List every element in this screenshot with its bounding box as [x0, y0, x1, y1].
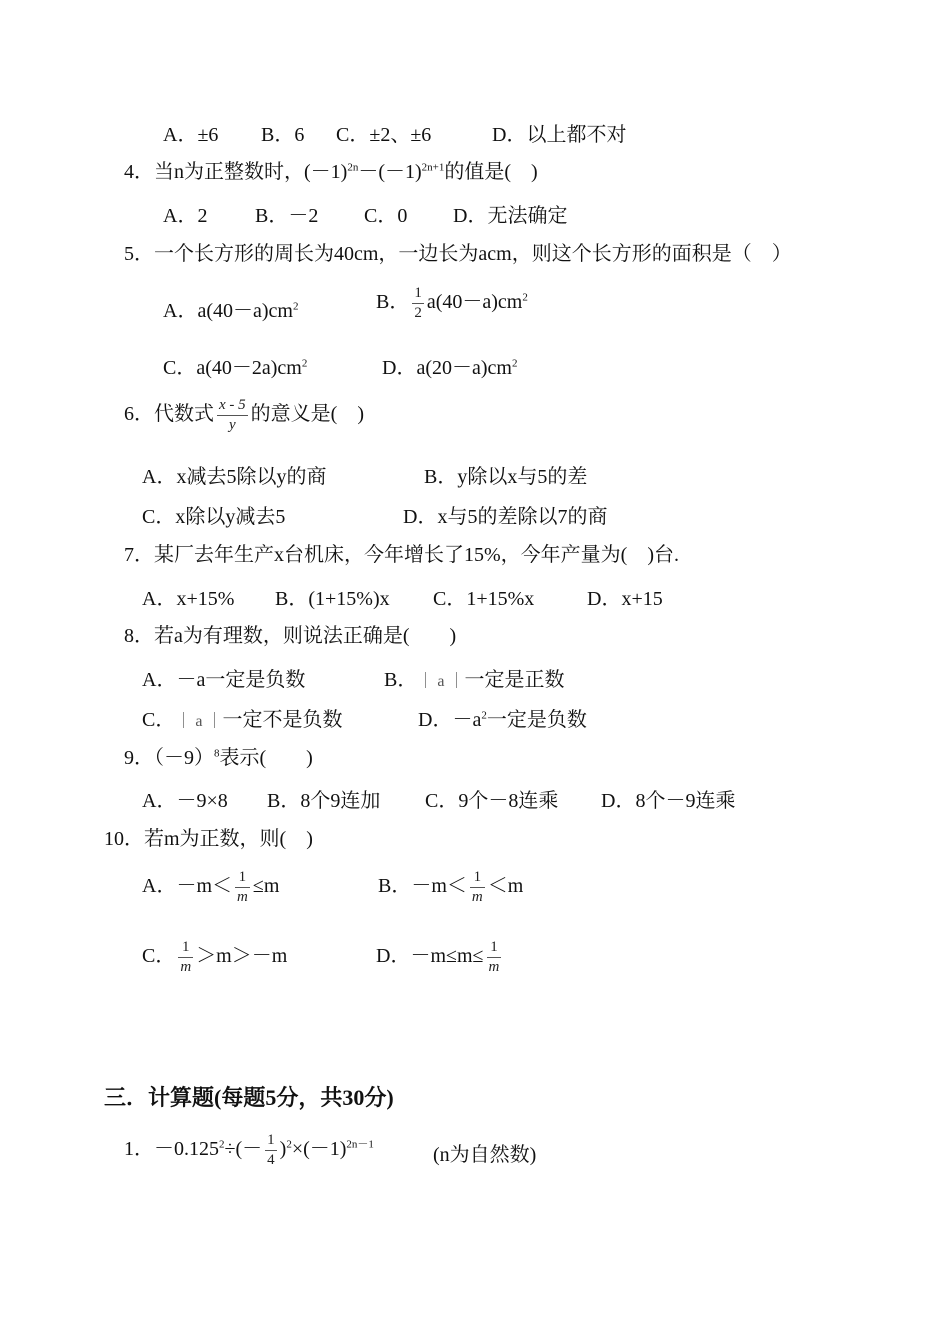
q9-option-d: D．8个－9连乘 [601, 790, 736, 812]
q5-option-b-label: B． [376, 291, 410, 314]
q6-fraction [217, 396, 248, 435]
q6-option-c: C．x除以y减去5 [142, 506, 286, 528]
q3-option-b: B．6 [261, 124, 305, 146]
q10-stem: 10．若m为正数，则( ) [104, 828, 313, 850]
q5-option-a [163, 294, 298, 323]
q3-option-a: A．±6 [163, 124, 219, 146]
q10-option-b [378, 868, 523, 907]
q5-option-b [376, 284, 528, 323]
q8-option-d-sup: 2 [481, 709, 487, 722]
calc-1-numerator: 1 [265, 1131, 277, 1151]
q6-stem [124, 396, 364, 435]
q5-option-d-text: a(20－a)cm [416, 357, 512, 379]
q10-option-b-pre: B．－m＜ [378, 875, 467, 898]
q4-option-d: D．无法确定 [453, 205, 568, 227]
q4-number: 4． [124, 161, 154, 183]
calc-1-denominator: 4 [267, 1152, 275, 1168]
q10-option-a [142, 868, 279, 907]
q3-option-c: C．±2、±6 [336, 124, 432, 146]
q6-stem-post: 的意义是( ) [250, 403, 364, 426]
q5-option-d [382, 351, 517, 380]
q10-option-b-fraction [470, 868, 485, 907]
q8-option-c-abs: ｜ a ｜ [175, 713, 223, 730]
q7-option-b: B．(1+15%)x [275, 588, 390, 610]
q5-fraction-numerator: 1 [412, 284, 424, 304]
q5-fraction-denominator: 2 [414, 305, 422, 321]
calc-1-pre: 1．－0.125 [124, 1138, 219, 1161]
q10-option-c-numerator: 1 [178, 938, 193, 958]
q9-stem [124, 744, 313, 772]
q10-option-c-post: ＞m＞－m [196, 945, 288, 968]
q5-option-a-sup: 2 [292, 300, 299, 313]
calc-1-sup-2: 2 [286, 1138, 292, 1151]
q8-option-d-part-b: 一定是负数 [486, 709, 587, 731]
q8-option-c-text: 一定不是负数 [222, 709, 343, 731]
q4-option-c: C．0 [364, 205, 408, 227]
q8-option-d-part-a: D．－a [418, 709, 482, 731]
q10-option-b-denominator: m [471, 889, 483, 905]
q10-option-d-fraction [487, 938, 502, 977]
q9-option-c: C．9个－8连乘 [425, 790, 559, 812]
q5-option-c-label: C． [163, 357, 197, 379]
calc-1-note: (n为自然数) [433, 1144, 537, 1166]
q6-option-d: D．x与5的差除以7的商 [403, 506, 608, 528]
q5-option-a-label: A． [163, 300, 198, 322]
q8-option-d [418, 703, 587, 732]
q8-stem: 8．若a为有理数，则说法正确是( ) [124, 625, 457, 647]
q8-option-c [142, 703, 342, 732]
q10-option-a-numerator: 1 [235, 868, 250, 888]
q6-fraction-denominator: y [228, 417, 236, 433]
q9-option-b: B．8个9连加 [267, 790, 381, 812]
calc-1-fraction [265, 1131, 277, 1170]
q10-option-d [376, 938, 504, 977]
q5-option-d-label: D． [382, 357, 417, 379]
calc-1-mid-3: ×(－1) [291, 1138, 347, 1161]
q10-option-b-post: ＜m [487, 875, 524, 898]
q10-option-b-numerator: 1 [470, 868, 485, 888]
q10-option-a-denominator: m [237, 889, 248, 905]
q9-sup: 8 [214, 747, 220, 760]
q8-option-a: A．－a一定是负数 [142, 669, 306, 691]
calc-1-expression [124, 1131, 374, 1170]
q9-stem-part-a: 9．（－9） [124, 747, 214, 769]
q8-option-b-text: 一定是正数 [464, 669, 565, 691]
section-3-title: 三．计算题(每题5分，共30分) [104, 1085, 394, 1110]
q10-option-c-pre: C． [142, 945, 176, 968]
q8-option-b-label: B． [384, 669, 418, 691]
calc-1-sup-3: 2n－1 [346, 1138, 374, 1151]
q4-stem [124, 158, 538, 186]
q4-stem-part-b: －(－1) [358, 161, 422, 183]
q8-option-b-abs: ｜ a ｜ [417, 673, 465, 690]
q8-option-b [384, 663, 564, 692]
q5-option-c-sup: 2 [301, 357, 308, 370]
q5-option-c-text: a(40－2a)cm [196, 357, 302, 379]
q5-option-b-sup: 2 [522, 291, 528, 304]
q4-option-a: A．2 [163, 205, 208, 227]
q10-option-a-post: ≤m [252, 875, 280, 898]
q9-option-a: A．－9×8 [142, 790, 228, 812]
calc-1-mid-1: ÷(－ [224, 1138, 263, 1161]
q7-option-d: D．x+15 [587, 588, 663, 610]
q10-option-d-pre: D．－m≤m≤ [376, 945, 484, 968]
q7-option-a: A．x+15% [142, 588, 235, 610]
q4-stem-part-a: 当n为正整数时，(－1) [154, 161, 348, 183]
q5-option-c [163, 351, 307, 380]
q5-option-b-text: a(40－a)cm [426, 291, 523, 314]
q9-stem-part-b: 表示( ) [219, 747, 313, 769]
q3-option-d: D．以上都不对 [492, 124, 627, 146]
q4-option-b: B．－2 [255, 205, 319, 227]
q6-fraction-numerator: x - 5 [217, 396, 248, 416]
q6-option-a: A．x减去5除以y的商 [142, 466, 327, 488]
q6-option-b: B．y除以x与5的差 [424, 466, 588, 488]
q4-sup-1: 2n [347, 161, 359, 174]
q4-stem-part-c: 的值是( ) [444, 161, 538, 183]
q5-option-b-fraction [412, 284, 424, 323]
calc-1-sup-1: 2 [219, 1138, 225, 1151]
q5-stem: 5．一个长方形的周长为40cm，一边长为acm，则这个长方形的面积是（ ） [124, 243, 792, 265]
q10-option-a-pre: A．－m＜ [142, 875, 232, 898]
q5-option-d-sup: 2 [511, 357, 518, 370]
q6-stem-pre: 6．代数式 [124, 403, 214, 426]
q10-option-c [142, 938, 287, 977]
q4-sup-2: 2n+1 [421, 161, 445, 174]
q10-option-d-denominator: m [488, 959, 500, 975]
q5-option-a-text: a(40－a)cm [197, 300, 293, 322]
q7-option-c: C．1+15%x [433, 588, 535, 610]
q10-option-c-denominator: m [180, 959, 192, 975]
q10-option-d-numerator: 1 [487, 938, 502, 958]
calc-1-mid-2: ) [279, 1138, 287, 1161]
q8-option-c-label: C． [142, 709, 176, 731]
q7-stem: 7．某厂去年生产x台机床，今年增长了15%，今年产量为( )台. [124, 544, 679, 566]
q10-option-c-fraction [178, 938, 193, 977]
q10-option-a-fraction [235, 868, 250, 907]
